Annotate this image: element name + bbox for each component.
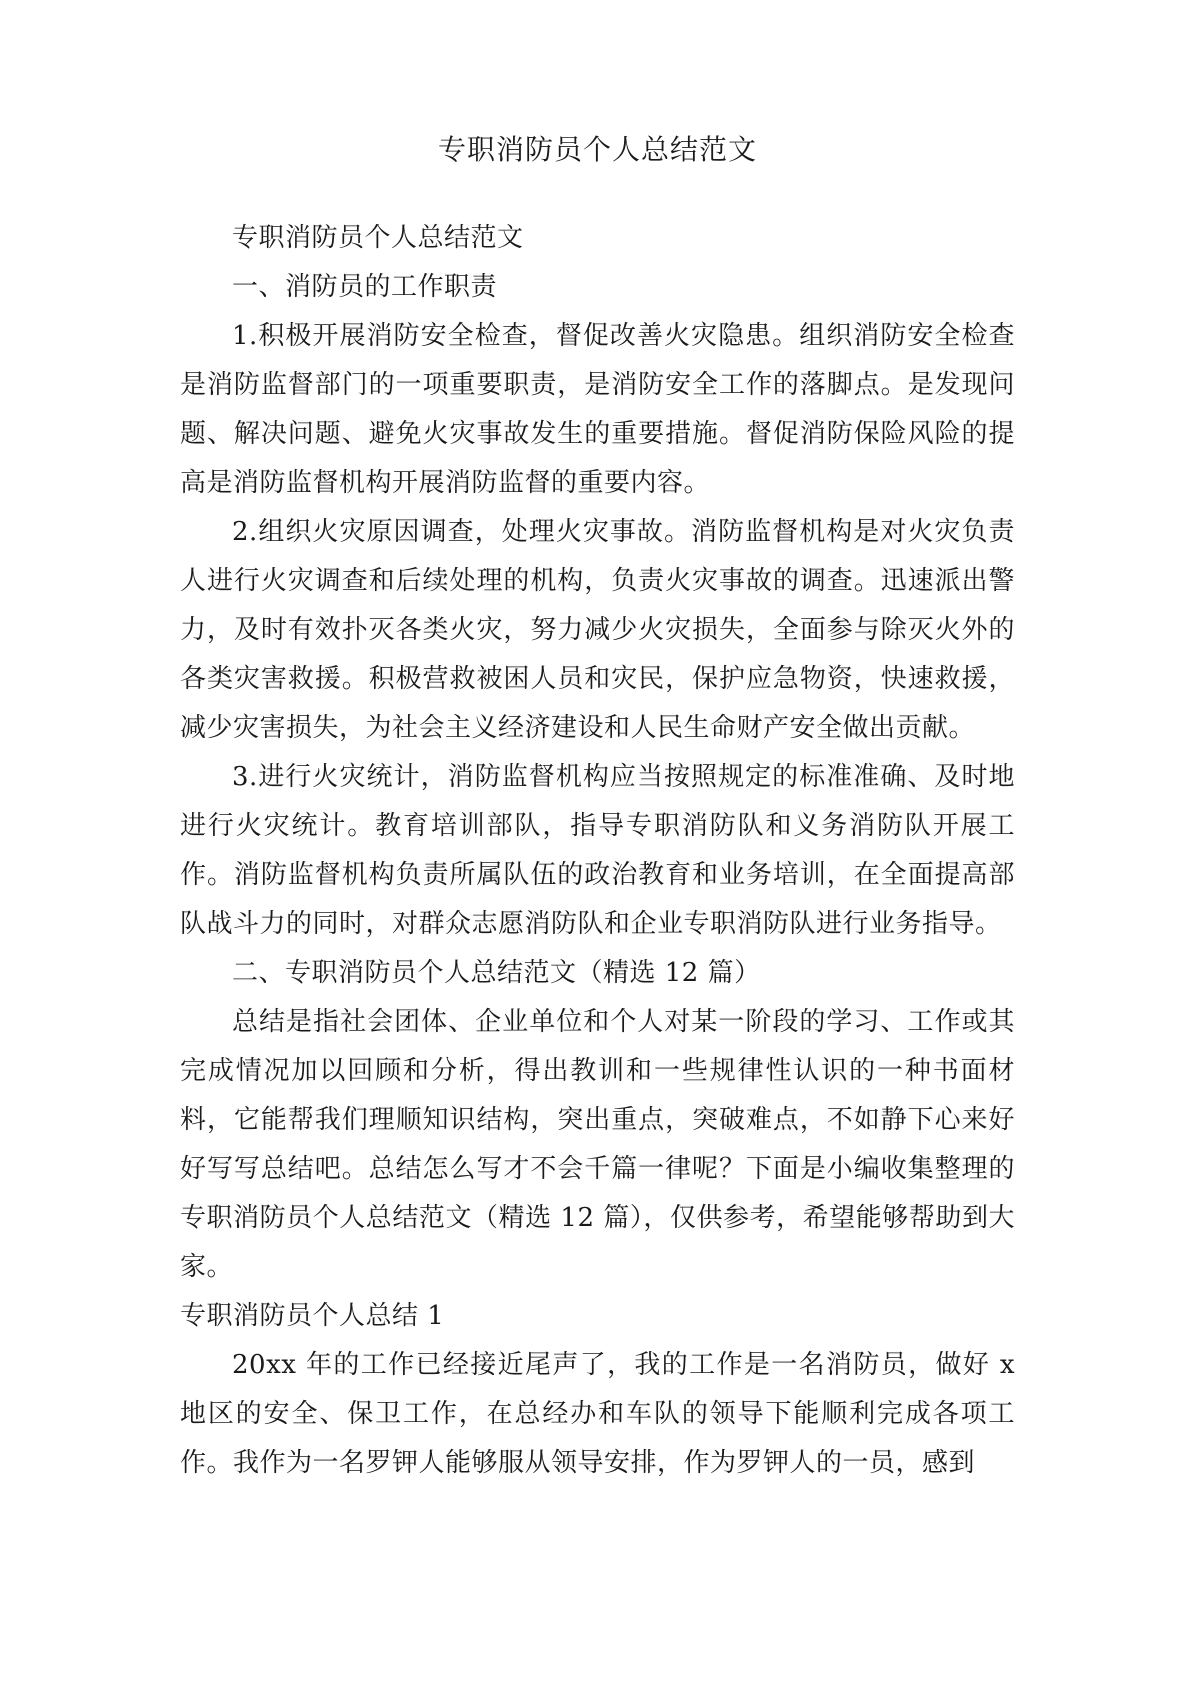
paragraph-subtitle: 专职消防员个人总结范文 [232, 223, 524, 253]
document-title: 专职消防员个人总结范文 [437, 133, 757, 166]
section-heading-duties: 一、消防员的工作职责 [232, 272, 498, 302]
document-page [180, 130, 1015, 1488]
paragraph-sample-1: 20xx 年的工作已经接近尾声了，我的工作是一名消防员，做好 x 地区的安全、保卫工作，在总经办和车队的领导下能顺利完成各项工作。我作为一名罗钾人能够服从领导安排，作为罗钾人的一员，感到 [180, 1350, 1015, 1478]
section-heading-samples: 二、专职消防员个人总结范文（精选 12 篇） [232, 958, 761, 988]
sample-heading-1: 专职消防员个人总结 1 [180, 1301, 445, 1331]
paragraph-duty-2: 2.组织火灾原因调查，处理火灾事故。消防监督机构是对火灾负责人进行火灾调查和后续处理的机构，负责火灾事故的调查。迅速派出警力，及时有效扑灭各类火灾，努力减少火灾损失，全面参与除灭火外的各类灾害救援。积极营救被困人员和灾民，保护应急物资，快速救援，减少灾害损失，为社会主义经济建设和人民生命财产安全做出贡献。 [180, 517, 1015, 743]
paragraph-duty-1: 1.积极开展消防安全检查，督促改善火灾隐患。组织消防安全检查是消防监督部门的一项重要职责，是消防安全工作的落脚点。是发现问题、解决问题、避免火灾事故发生的重要措施。督促消防保险风险的提高是消防监督机构开展消防监督的重要内容。 [180, 321, 1015, 498]
paragraph-intro: 总结是指社会团体、企业单位和个人对某一阶段的学习、工作或其完成情况加以回顾和分析，得出教训和一些规律性认识的一种书面材料，它能帮我们理顺知识结构，突出重点，突破难点，不如静下心来好好写写总结吧。总结怎么写才不会千篇一律呢？下面是小编收集整理的专职消防员个人总结范文（精选 12 篇），仅供参考，希望能够帮助到大家。 [180, 1007, 1015, 1282]
paragraph-duty-3: 3.进行火灾统计，消防监督机构应当按照规定的标准准确、及时地进行火灾统计。教育培训部队，指导专职消防队和义务消防队开展工作。消防监督机构负责所属队伍的政治教育和业务培训，在全面提高部队战斗力的同时，对群众志愿消防队和企业专职消防队进行业务指导。 [180, 762, 1015, 939]
